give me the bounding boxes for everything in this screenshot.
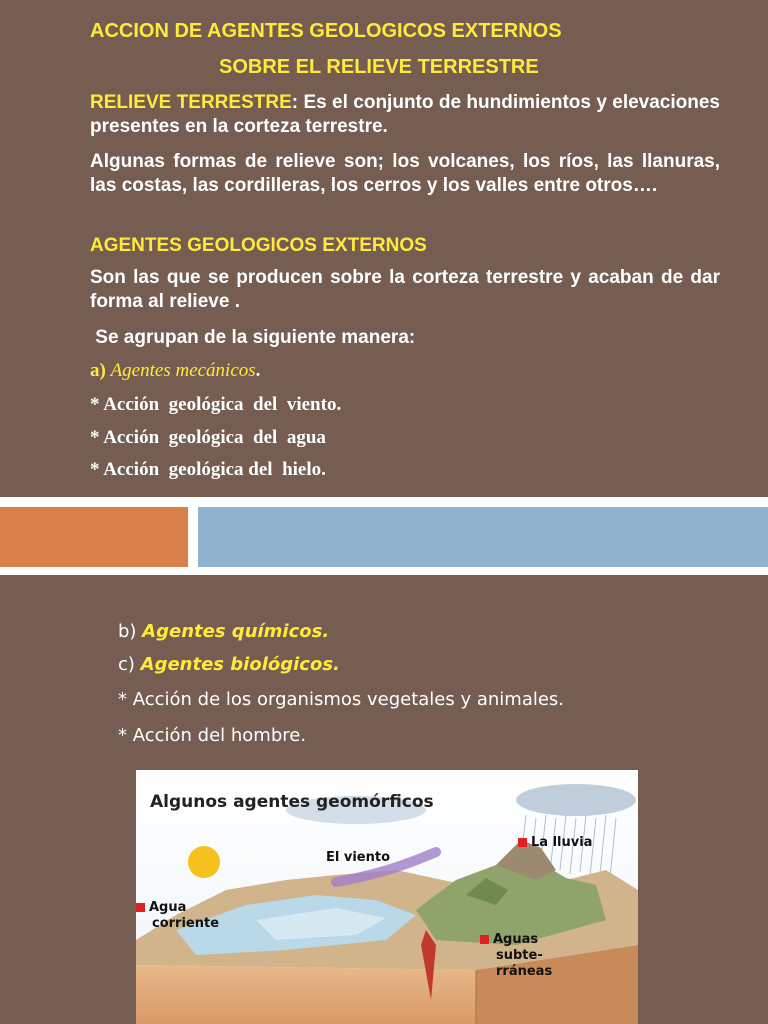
item-a-label: Agentes mecánicos <box>110 360 256 381</box>
agentes-paragraph: Son las que se producen sobre la corteza terrestre y acaban de dar forma al relieve . <box>90 267 720 312</box>
orange-accent-bar <box>0 507 188 567</box>
agrupan-text: Se agrupan de la siguiente manera: <box>90 327 416 348</box>
agentes-heading: AGENTES GEOLOGICOS EXTERNOS <box>90 235 427 256</box>
relieve-text: : Es el conjunto de hundimientos y elevaciones presentes en la corteza terrestre. <box>90 92 720 137</box>
sun-icon <box>188 846 220 878</box>
label-agua-corriente: Agua corriente <box>136 900 219 932</box>
title-line-1: ACCION DE AGENTES GEOLOGICOS EXTERNOS <box>90 20 562 42</box>
geomorphic-agents-figure <box>136 770 638 1024</box>
marker-icon <box>136 903 145 912</box>
label-viento: El viento <box>326 850 391 865</box>
item-c-prefix: c) <box>118 654 141 675</box>
item-b <box>118 621 329 642</box>
item-c <box>118 654 340 675</box>
marker-icon <box>518 838 527 847</box>
item-c-label: Agentes biológicos. <box>140 654 340 675</box>
formas-paragraph: Algunas formas de relieve son; los volcanes, los ríos, las llanuras, las costas, las cordilleras, los cerros y los valles entre otros…. <box>90 151 720 196</box>
item-a <box>90 360 260 382</box>
label-aguas-subterraneas: Aguas subte- rráneas <box>480 932 552 980</box>
blue-accent-bar <box>198 507 768 567</box>
item-a-prefix: a) <box>90 360 111 381</box>
bullet-viento: * Acción geológica del viento. <box>90 394 342 415</box>
item-a-suffix: . <box>255 360 261 381</box>
bullet-hielo: * Acción geológica del hielo. <box>90 459 326 480</box>
item-b-prefix: b) <box>118 621 143 642</box>
marker-icon <box>480 935 489 944</box>
bullet-hombre: * Acción del hombre. <box>118 725 307 746</box>
bullet-organismos: * Acción de los organismos vegetales y animales. <box>118 689 565 710</box>
item-b-label: Agentes químicos. <box>142 621 330 642</box>
relieve-label: RELIEVE TERRESTRE <box>90 92 292 113</box>
figure-title: Algunos agentes geomórficos <box>150 792 434 812</box>
title-line-2: SOBRE EL RELIEVE TERRESTRE <box>219 56 539 78</box>
relieve-paragraph <box>90 91 720 139</box>
bullet-agua: * Acción geológica del agua <box>90 427 326 448</box>
label-lluvia: La lluvia <box>518 835 592 851</box>
